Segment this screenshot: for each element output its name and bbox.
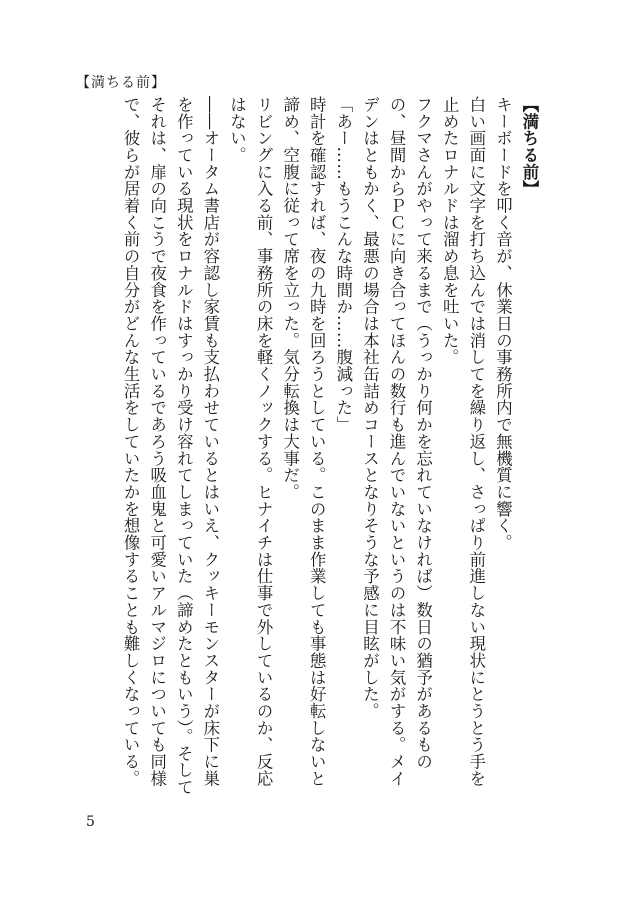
running-header: 【満ちる前】 [76,75,166,91]
paragraph: キーボードを叩く音が、休業日の事務所内で無機質に響く。 [493,96,513,551]
paragraph: 白い画面に文字を打ち込んでは消してを繰り返し、さっぱり前進しない現状にとうとう手を止めたロナルドは溜め息を吐いた。 [440,96,486,787]
paragraph: フクマさんがやって来るまで（うっかり何かを忘れていなければ）数日の猶予があるものの、昼間からＰＣに向き合ってほんの数行も進んでいないというのは不味い気がする。メイデンはともかく、最悪の場合は本社缶詰めコースとなりそうな予感に目眩がした。 [360,96,433,787]
paragraph: リビングに入る前、事務所の床を軽くノックする。ヒナイチは仕事で外しているのか、反応はない。 [227,96,274,787]
page-number: 5 [86,814,95,830]
section-heading: 【満ちる前】 [520,96,539,198]
paragraph: 「あー……もうこんな時間か……腹減った」 [333,96,353,433]
paragraph: ――オータム書店が容認し家賃も支払わせているとはいえ、クッキーモンスターが床下に巣を作っている現状をロナルドはすっかり受け容れてしまっていた（諦めたともいう）。そしてそれは、扉の向こうで夜食を作っているであろう吸血鬼と可愛いアルマジロについても同様で、彼らが居着く前の自分がどんな生活をしていたかを想像することも難しくなっている。 [121,96,220,796]
body-text [82,96,542,796]
paragraph: 時計を確認すれば、夜の九時を回ろうとしている。このまま作業しても事態は好転しないと諦め、空腹に従って席を立った。気分転換は大事だ。 [280,96,327,787]
